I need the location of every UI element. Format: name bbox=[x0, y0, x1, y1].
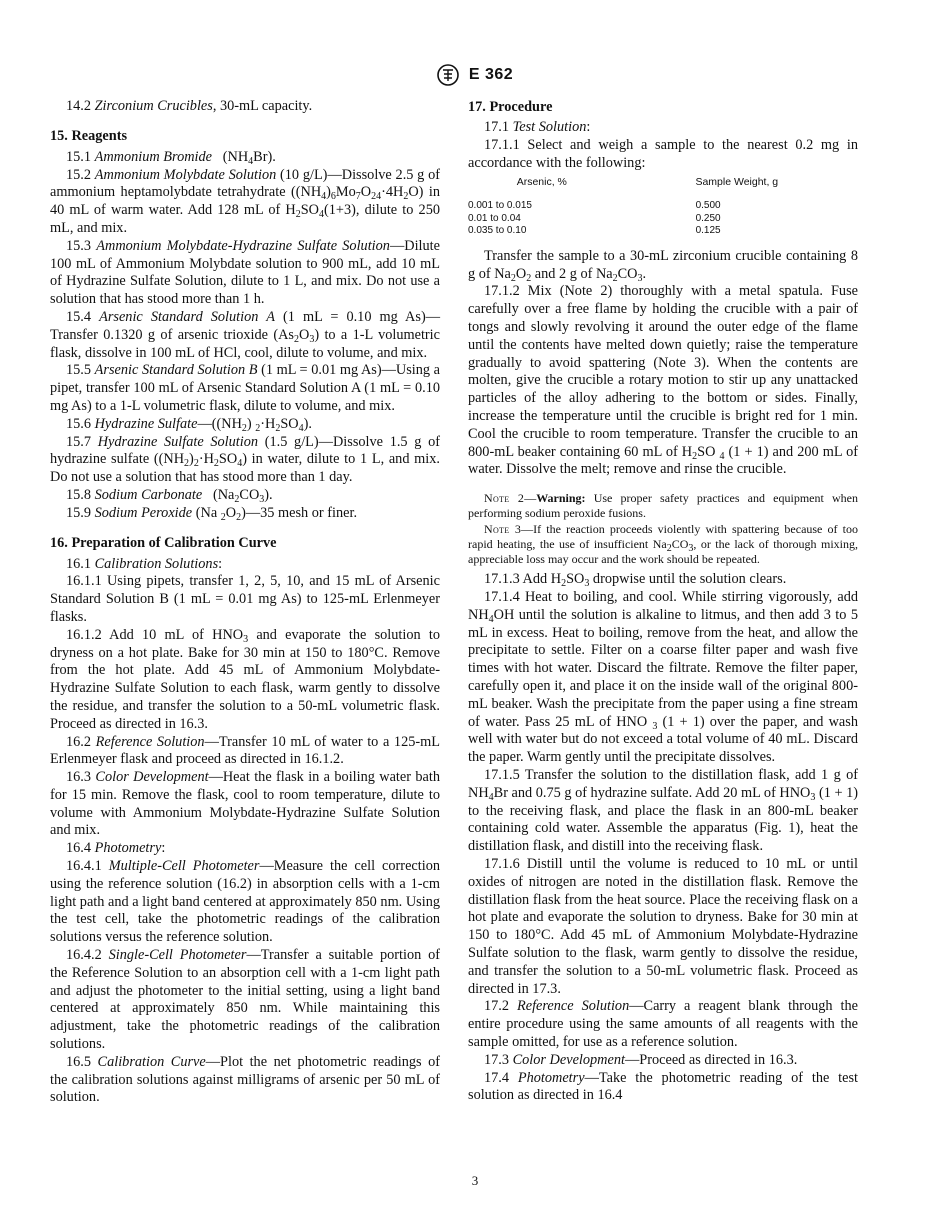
table-cell-arsenic: 0.035 to 0.10 bbox=[468, 225, 527, 237]
section-16-5: 16.5 Calibration Curve—Plot the net photometric readings of the calibration solutions against milligrams of arsenic per 50 mL of solution. bbox=[50, 1053, 440, 1106]
heading-calibration-curve: 16. Preparation of Calibration Curve bbox=[50, 534, 277, 551]
left-column bbox=[50, 98, 440, 1107]
section-15-9: 15.9 Sodium Peroxide (Na $_2O_2)—35$ mesh or finer. bbox=[66, 504, 358, 523]
section-17-1: 17.1 Test Solution: bbox=[484, 119, 591, 135]
section-16-4-2: 16.4.2 Single-Cell Photometer—Transfer a suitable portion of the Reference Solution to an absorption cell with a 1-cm light path and adjust the photometer to the initial setting, using a light band centered at approximately 850 nm. While maintaining this adjustment, take the photometric readings of the calibration solutions. bbox=[50, 947, 440, 1053]
section-17-1-3: 17.1.3 Add $H_2SO_3$ dropwise until the solution clears. bbox=[484, 571, 787, 590]
table-cell-weight: 0.500 bbox=[695, 200, 721, 212]
paragraph-transfer-sample: Transfer the sample to a 30-mL zirconium crucible containing 8 g of $Na_2O_2$ and 2 g of $Na_2CO_3$. bbox=[468, 247, 858, 284]
standard-designation: E 362 bbox=[468, 66, 514, 83]
section-16-4-1: 16.4.1 Multiple-Cell Photometer—Measure the cell correction using the reference solution (16.2) in absorption cells with a 1-cm light path and a light band centered at approximately 850 nm. Using the test cell, take the photometric readings of the calibration solutions versus the reference solution. bbox=[50, 858, 440, 946]
table-row bbox=[468, 225, 858, 238]
section-15-2: 15.2 Ammonium Molybdate Solution (10 g/L)—Dissolve 2.5 g of ammonium heptamolybdate tetrahydrate $((NH_4)_6Mo_7O_{24}\cdot 4H_2O)$ in 40 mL of warm water. Add 128 mL of $H_2SO_4(1+3)$, dilute to 250 mL, and mix. bbox=[50, 166, 440, 236]
heading-procedure: 17. Procedure bbox=[468, 99, 553, 115]
page-number: 3 bbox=[471, 1173, 479, 1188]
notes-block bbox=[468, 491, 858, 567]
section-14-2: 14.2 Zirconium Crucibles, 30-mL capacity. bbox=[66, 98, 313, 114]
section-16-1: 16.1 Calibration Solutions: bbox=[66, 555, 223, 572]
section-15-3: 15.3 Ammonium Molybdate-Hydrazine Sulfate Solution—Dilute 100 mL of Ammonium Molybdate solution to 900 mL, add 10 mL of Hydrazine Sulfate Solution, dilute to 1 L, and mix. Do not use a solution that has stood more than 1 h. bbox=[50, 237, 440, 308]
note-3: Note 3—If the reaction proceeds violently with spattering because of too rapid heating, the use of insufficient $Na_2CO_3$, or the lack of thorough mixing, appreciable loss may occur and the work should be repeated. bbox=[468, 521, 858, 567]
table-cell-arsenic: 0.001 to 0.015 bbox=[468, 200, 532, 212]
section-17-1-6: 17.1.6 Distill until the volume is reduced to 10 mL or until oxides of nitrogen are noted in the distillation flask. Remove the distillation flask from the heat source. Place the receiving flask on a hot plate and evaporate the solution to dryness. Bake for 30 min at 150 to 180°C. Add 45 mL of Ammonium Molybdate-Hydrazine Sulfate solution to the flask, warm gently to dissolve the residue, and transfer the solution to a 50-mL volumetric flask. Proceed as directed in 17.3. bbox=[468, 856, 858, 997]
right-column bbox=[468, 98, 858, 1105]
section-15-4: 15.4 Arsenic Standard Solution A (1 mL = 0.10 mg As)—Transfer 0.1320 g of arsenic trioxide $(As_2O_3)$ to a 1-L volumetric flask, dissolve in 100 mL of HCl, cool, dilute to volume, and mix. bbox=[50, 308, 440, 361]
table-row bbox=[468, 213, 858, 226]
section-17-1-5: 17.1.5 Transfer the solution to the distillation flask, add 1 g of $NH_4Br$ and 0.75 g of hydrazine sulfate. Add 20 mL of $HNO_3$ (1 + 1) to the receiving flask, and place the flask in an 800-mL beaker containing cold water. Assemble the apparatus (Fig. 1), heat the distillation flask, and distill into the receiving flask. bbox=[468, 767, 858, 855]
table-header-arsenic: Arsenic, % bbox=[516, 176, 567, 189]
section-15-5: 15.5 Arsenic Standard Solution B (1 mL = 0.01 mg As)—Using a pipet, transfer 100 mL of Arsenic Standard Solution A (1 mL = 0.10 mg As) to a 1-L volumetric flask, dilute to volume, and mix. bbox=[50, 362, 441, 414]
section-17-1-1: 17.1.1 Select and weigh a sample to the nearest 0.2 mg in accordance with the following: bbox=[468, 136, 858, 171]
section-15-1: 15.1 Ammonium Bromide $(NH_4Br)$. bbox=[66, 148, 276, 167]
section-16-4: 16.4 Photometry: bbox=[66, 840, 166, 857]
section-15-6: 15.6 Hydrazine $Sulfate—((NH_2)$ $_2\cdot H_2SO_4$). bbox=[66, 415, 312, 434]
note-2: Note 2—Warning: Use proper safety practices and equipment when performing sodium peroxide fusions. bbox=[468, 491, 858, 521]
section-16-1-1: 16.1.1 Using pipets, transfer 1, 2, 5, 10, and 15 mL of Arsenic Standard Solution B (1 mL = 0.01 mg As) to 125-mL Erlenmeyer flasks. bbox=[50, 573, 440, 625]
section-17-3: 17.3 Color Development—Proceed as directed in 16.3. bbox=[484, 1051, 798, 1068]
table-header-sample-weight: Sample Weight, g bbox=[695, 176, 779, 189]
section-15-7: 15.7 Hydrazine Sulfate Solution (1.5 g/L)—Dissolve 1.5 g of hydrazine sulfate $((NH_2)_2\cdot H_2SO_4)$ in water, dilute to 1 L, and mix. Do not use a solution that has stood more than 1 day. bbox=[50, 433, 441, 486]
page-header bbox=[0, 64, 950, 86]
section-16-3: 16.3 Color Development—Heat the flask in a boiling water bath for 15 min. Remove the flask, cool to room temperature, dilute to volume with Ammonium Molybdate-Hydrazine Sulfate Solution and mix. bbox=[50, 769, 440, 839]
section-16-2: 16.2 Reference Solution—Transfer 10 mL of water to a 125-mL Erlenmeyer flask and proceed as directed in 16.1.2. bbox=[50, 733, 440, 768]
table-cell-weight: 0.125 bbox=[695, 225, 721, 237]
table-row bbox=[468, 200, 858, 213]
section-17-2: 17.2 Reference Solution—Carry a reagent blank through the entire procedure using the same amounts of all reagents with the sample omitted, for use as a reference solution. bbox=[468, 998, 858, 1050]
table-cell-weight: 0.250 bbox=[695, 212, 721, 224]
heading-reagents: 15. Reagents bbox=[50, 127, 128, 144]
table-header-row bbox=[468, 174, 858, 200]
sample-weight-table bbox=[468, 174, 858, 238]
table-cell-arsenic: 0.01 to 0.04 bbox=[468, 212, 521, 224]
section-15-8: 15.8 Sodium Carbonate $(Na_2CO_3)$. bbox=[66, 486, 273, 505]
section-17-4: 17.4 Photometry—Take the photometric reading of the test solution as directed in 16.4 bbox=[468, 1069, 859, 1104]
section-17-1-2: 17.1.2 Mix (Note 2) thoroughly with a metal spatula. Fuse carefully over a free flame by holding the crucible with a pair of tongs and slowly revolving it around the outer edge of the flame until the contents have melted down quietly; raise the temperature gradually to avoid spattering (Note 3). When the contents are molten, give the crucible a rotary motion to stir up any unattacked particles of the alloy adhering to the bottom or sides. Finally, increase the temperature until the crucible is bright red for 1 min. Cool the crucible to room temperature. Transfer the crucible to an 800-mL beaker containing 60 mL of $H_2SO$ $_4$ (1 + 1) and 200 mL of water. Dissolve the melt; remove and rinse the crucible. bbox=[468, 283, 858, 478]
section-16-1-2: 16.1.2 Add 10 mL of $HNO_3$ and evaporate the solution to dryness on a hot plate. Bake for 30 min at 150 to 180°C. Remove from the hot plate. Add 45 mL of Ammonium Molybdate-Hydrazine Sulfate Solution to each flask, warm gently to dissolve the residue, and transfer the solution to a 50-mL volumetric flask. Proceed as directed in 16.3. bbox=[50, 626, 440, 732]
section-17-1-4: 17.1.4 Heat to boiling, and cool. While stirring vigorously, add $NH_4OH$ until the solution is alkaline to litmus, and then add 3 to 5 mL in excess. Heat to boiling, remove from the heat, and allow the precipitate to settle. Filter on a coarse filter paper and wash five times with hot water. Discard the filtrate. Remove the filter paper, carefully open it, and place it on the inside wall of the original 800-mL beaker. Wash the precipitate from the paper using a fine stream of water. Pass 25 mL of HNO $_3$ (1 + 1) over the paper, and wash well with water but do not exceed a total volume of 40 mL. Discard the paper. Warm gently until the precipitate dissolves. bbox=[468, 589, 858, 766]
astm-logo-icon bbox=[437, 64, 459, 86]
